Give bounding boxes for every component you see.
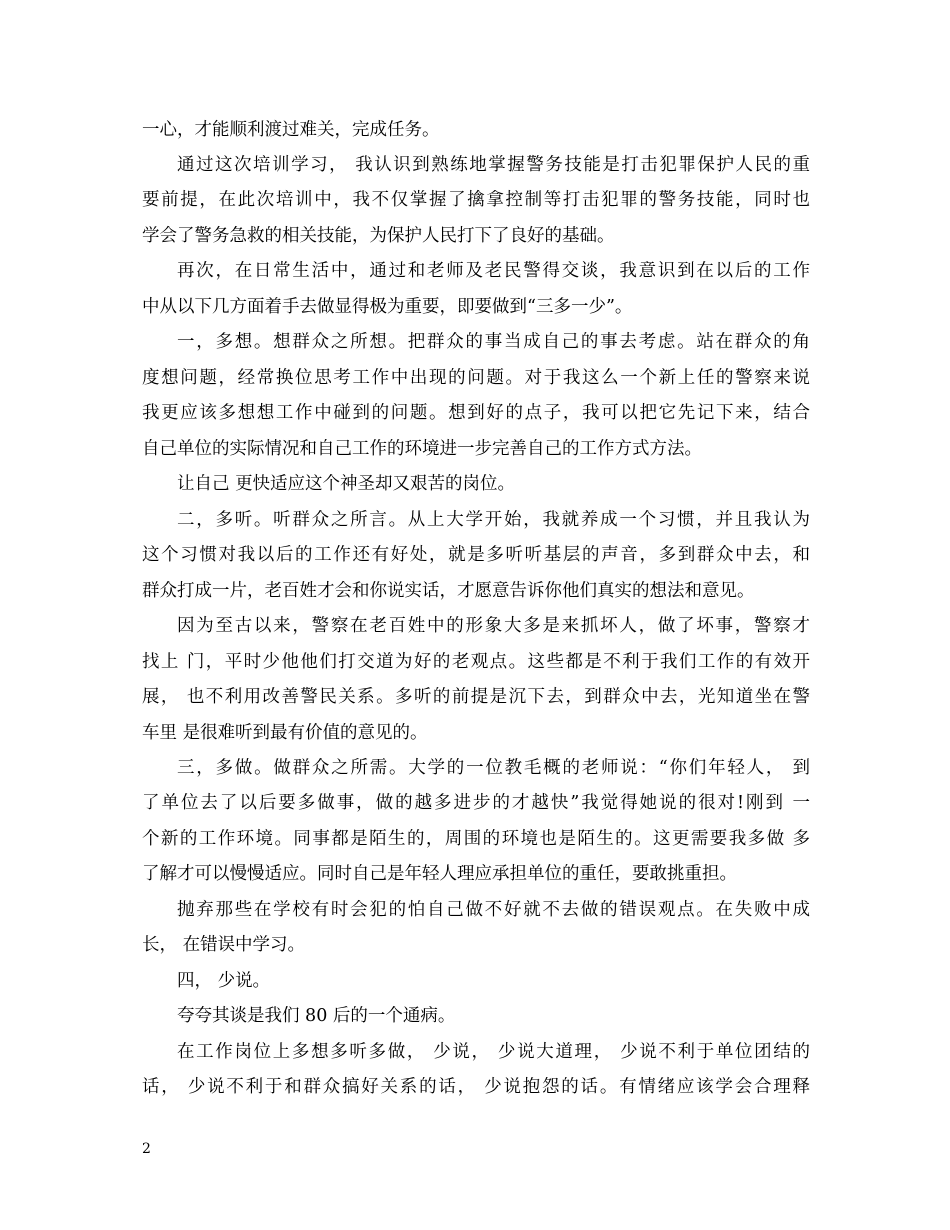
text-line: 因为至古以来，警察在老百姓中的形象大多是来抓坏人，做了坏事，警察才 bbox=[177, 616, 810, 636]
text-line: 我更应该多想想工作中碰到的问题。想到好的点子，我可以把它先记下来，结合 bbox=[142, 403, 810, 423]
page-number: 2 bbox=[142, 1141, 151, 1157]
text-line: 度想问题，经常换位思考工作中出现的问题。对于我这么一个新上任的警察来说 bbox=[142, 368, 810, 388]
text-line: 在工作岗位上多想多听多做， 少说， 少说大道理， 少说不利于单位团结的 bbox=[177, 1042, 810, 1062]
text-line: 抛弃那些在学校有时会犯的怕自己做不好就不去做的错误观点。在失败中成 bbox=[177, 900, 810, 920]
text-line: 找上 门，平时少他他们打交道为好的老观点。这些都是不利于我们工作的有效开 bbox=[142, 652, 810, 672]
text-line: 个新的工作环境。同事都是陌生的，周围的环境也是陌生的。这更需要我多做 多 bbox=[142, 829, 810, 849]
text-line: 群众打成一片，老百姓才会和你说实话，才愿意告诉你他们真实的想法和意见。 bbox=[142, 581, 755, 601]
text-line: 这个习惯对我以后的工作还有好处，就是多听听基层的声音，多到群众中去，和 bbox=[142, 545, 810, 565]
text-line: 让自己 更快适应这个神圣却又艰苦的岗位。 bbox=[177, 474, 516, 494]
text-line: 一心，才能顺利渡过难关，完成任务。 bbox=[142, 120, 440, 140]
text-line: 三，多做。做群众之所需。大学的一位教毛概的老师说：“你们年轻人， 到 bbox=[177, 758, 810, 778]
text-line: 展， 也不利用改善警民关系。多听的前提是沉下去，到群众中去，光知道坐在警 bbox=[142, 687, 810, 707]
text-line: 中从以下几方面着手去做显得极为重要，即要做到“三多一少”。 bbox=[142, 297, 633, 317]
text-line: 四， 少说。 bbox=[177, 971, 271, 991]
text-line: 一，多想。想群众之所想。把群众的事当成自己的事去考虑。站在群众的角 bbox=[177, 332, 810, 352]
text-line: 话， 少说不利于和群众搞好关系的话， 少说抱怨的话。有情绪应该学会合理释 bbox=[142, 1077, 810, 1097]
text-line: 要前提，在此次培训中，我不仅掌握了擒拿控制等打击犯罪的警务技能，同时也 bbox=[142, 190, 810, 210]
text-line: 车里 是很难听到最有价值的意见的。 bbox=[142, 723, 428, 743]
text-line: 通过这次培训学习， 我认识到熟练地掌握警务技能是打击犯罪保护人民的重 bbox=[177, 155, 810, 175]
text-line: 了解才可以慢慢适应。同时自己是年轻人理应承担单位的重任，要敢挑重担。 bbox=[142, 864, 737, 884]
text-line: 长， 在错误中学习。 bbox=[142, 935, 306, 955]
text-line: 夸夸其谈是我们 80 后的一个通病。 bbox=[177, 1006, 456, 1026]
text-line: 再次，在日常生活中，通过和老师及老民警得交谈，我意识到在以后的工作 bbox=[177, 261, 810, 281]
text-line: 二，多听。听群众之所言。从上大学开始，我就养成一个习惯，并且我认为 bbox=[177, 510, 810, 530]
text-line: 了单位去了以后要多做事，做的越多进步的才越快”我觉得她说的很对!刚到 一 bbox=[142, 793, 810, 813]
text-line: 自己单位的实际情况和自己工作的环境进一步完善自己的工作方式方法。 bbox=[142, 439, 702, 459]
text-line: 学会了警务急救的相关技能，为保护人民打下了良好的基础。 bbox=[142, 226, 615, 246]
